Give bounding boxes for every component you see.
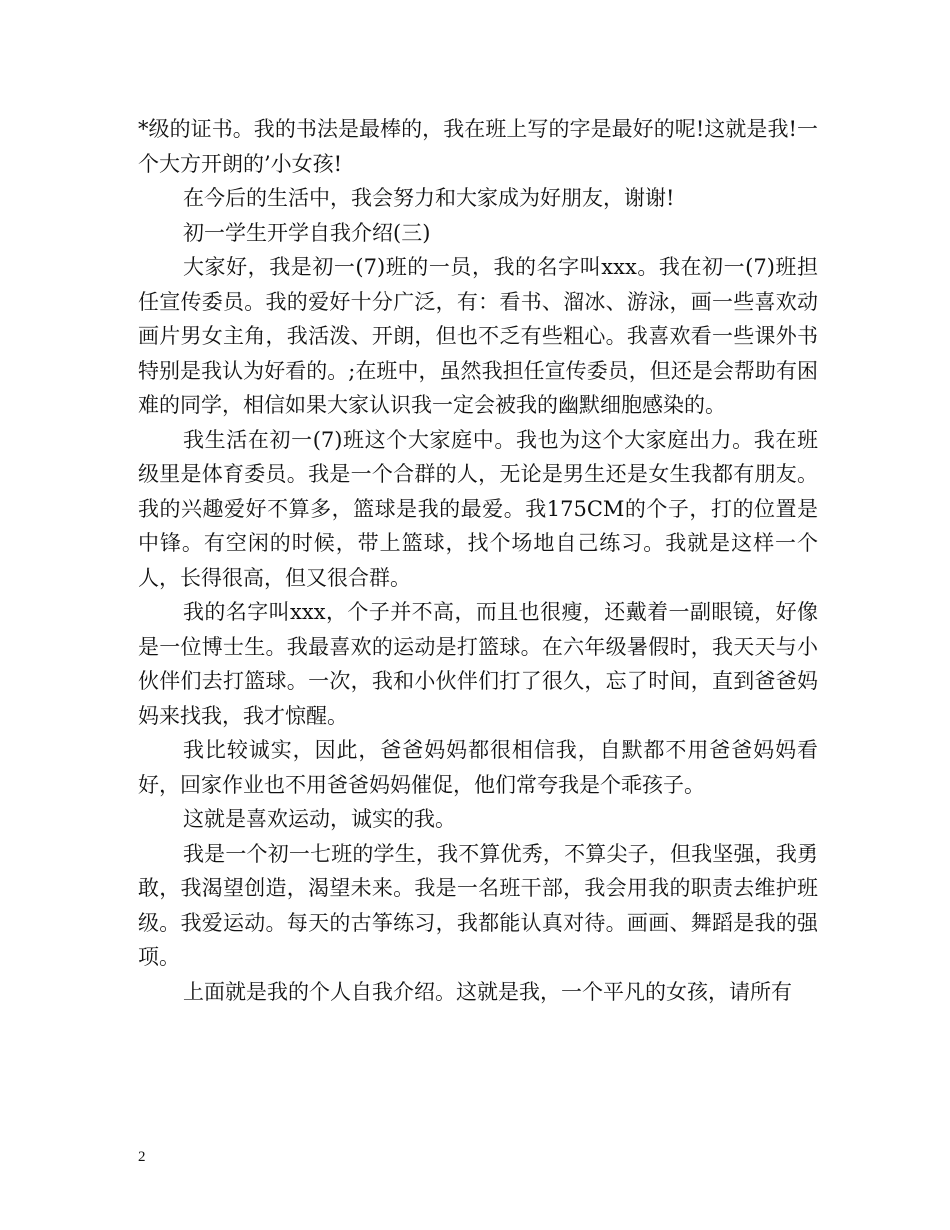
paragraph: 我比较诚实，因此，爸爸妈妈都很相信我，自默都不用爸爸妈妈看好，回家作业也不用爸爸妈妈催促，他们常夸我是个乖孩子。 — [138, 738, 818, 797]
paragraph: 我是一个初一七班的学生，我不算优秀，不算尖子，但我坚强，我勇敢，我渴望创造，渴望未来。我是一名班干部，我会用我的职责去维护班级。我爱运动。每天的古筝练习，我都能认真对待。画画、舞蹈是我的强项。 — [138, 841, 818, 969]
page-number: 2 — [138, 1149, 146, 1165]
paragraph-closing: 在今后的生活中，我会努力和大家成为好朋友，谢谢! — [183, 186, 675, 210]
paragraph: 我的名字叫xxx，个子并不高，而且也很瘦，还戴着一副眼镜，好像是一位博士生。我最喜欢的运动是打篮球。在六年级暑假时，我天天与小伙伴们去打篮球。一次，我和小伙伴们打了很久，忘了时间，直到爸爸妈妈来找我，我才惊醒。 — [138, 600, 818, 728]
paragraph: 大家好，我是初一(7)班的一员，我的名字叫xxx。我在初一(7)班担任宣传委员。我的爱好十分广泛，有：看书、溜冰、游泳，画一些喜欢动画片男女主角，我活泼、开朗，但也不乏有些粗心。我喜欢看一些课外书特别是我认为好看的。;在班中，虽然我担任宣传委员，但还是会帮助有困难的同学，相信如果大家认识我一定会被我的幽默细胞感染的。 — [138, 255, 818, 417]
paragraph-continuation: *级的证书。我的书法是最棒的，我在班上写的字是最好的呢!这就是我!一个大方开朗的’小女孩! — [138, 117, 818, 176]
paragraph: 我生活在初一(7)班这个大家庭中。我也为这个大家庭出力。我在班级里是体育委员。我是一个合群的人，无论是男生还是女生我都有朋友。我的兴趣爱好不算多，篮球是我的最爱。我175CM的个子，打的位置是中锋。有空闲的时候，带上篮球，找个场地自己练习。我就是这样一个人，长得很高，但又很合群。 — [138, 427, 818, 590]
paragraph: 上面就是我的个人自我介绍。这就是我，一个平凡的女孩，请所有 — [183, 979, 792, 1004]
paragraph: 这就是喜欢运动，诚实的我。 — [183, 807, 456, 831]
section-heading: 初一学生开学自我介绍(三) — [183, 220, 431, 245]
document-body — [138, 112, 818, 1009]
